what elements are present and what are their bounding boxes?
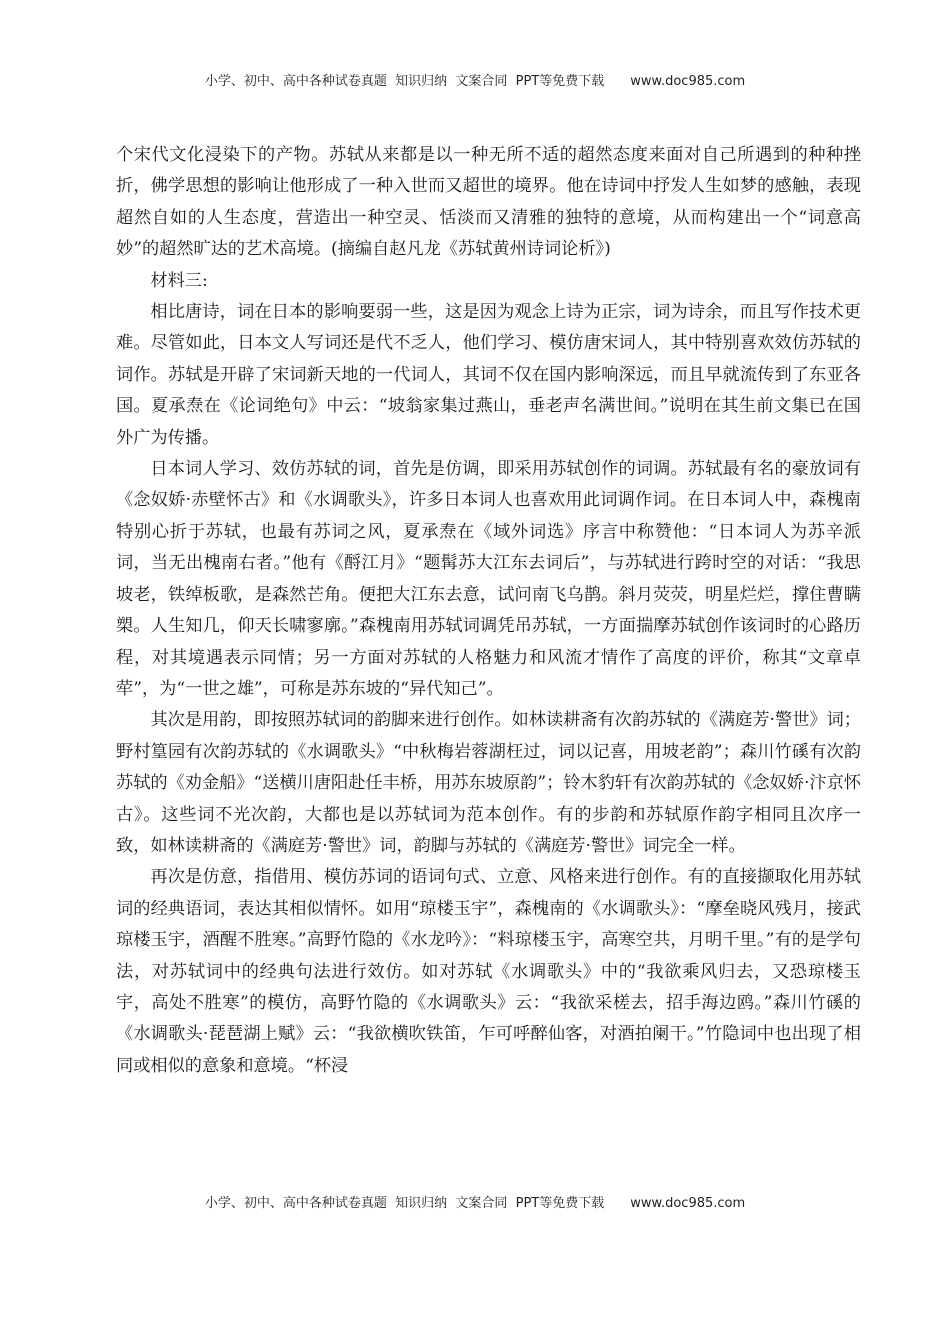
footer-url[interactable]: www.doc985.com — [630, 1196, 746, 1211]
section-heading: 材料三: — [150, 270, 208, 291]
paragraph-continuation: 个宋代文化浸染下的产物。苏轼从来都是以一种无所不适的超然态度来面对自己所遇到的种种挫折，佛学思想的影响让他形成了一种入世而又超世的境界。他在诗词中抒发人生如梦的感触，表现超然自如的人生态度，营造出一种空灵、恬淡而又清雅的独特的意境，从而构建出一个“词意高妙”的超然旷达的艺术高境。(摘编自赵凡龙《苏轼黄州诗词论析》) — [116, 145, 861, 260]
paragraph: 其次是用韵，即按照苏轼词的韵脚来进行创作。如林读耕斋有次韵苏轼的《满庭芳·警世》词；野村篁园有次韵苏轼的《水调歌头》“中秋梅岩蓉湖枉过，词以记喜，用坡老韵”；森川竹磎有次韵苏轼的《劝金船》“送横川唐阳赴任丰桥，用苏东坡原韵”；铃木豹轩有次韵苏轼的《念奴娇·汴京怀古》。这些词不光次韵，大都也是以苏轼词为范本创作。有的步韵和苏轼原作韵字相同且次序一致，如林读耕斋的《满庭芳·警世》词，韵脚与苏轼的《满庭芳·警世》词完全一样。 — [116, 710, 861, 856]
header-text: 小学、初中、高中各种试卷真题 知识归纳 文案合同 PPT等免费下载 — [204, 74, 605, 89]
article-body — [116, 140, 861, 1082]
header-url[interactable]: www.doc985.com — [630, 74, 746, 89]
paragraph: 再次是仿意，指借用、模仿苏词的语词句式、立意、风格来进行创作。有的直接撷取化用苏轼词的经典语词，表达其相似情怀。如用“琼楼玉宇”，森槐南的《水调歌头》：“摩垒晓风残月，接武琼楼玉宇，酒醒不胜寒。”高野竹隐的《水龙吟》：“料琼楼玉宇，高寒空共，月明千里。”有的是学句法，对苏轼词中的经典句法进行效仿。如对苏轼《水调歌头》中的“我欲乘风归去，又恐琼楼玉宇，高处不胜寒”的模仿，高野竹隐的《水调歌头》云：“我欲采槎去，招手海边鸥。”森川竹磎的《水调歌头·琵琶湖上赋》云：“我欲横吹铁笛，乍可呼醉仙客，对酒拍阑干。”竹隐词中也出现了相同或相似的意象和意境。“杯浸 — [116, 867, 861, 1076]
paragraph: 相比唐诗，词在日本的影响要弱一些，这是因为观念上诗为正宗，词为诗余，而且写作技术更难。尽管如此，日本文人写词还是代不乏人，他们学习、模仿唐宋词人，其中特别喜欢效仿苏轼的词作。苏轼是开辟了宋词新天地的一代词人，其词不仅在国内影响深远，而且早就流传到了东亚各国。夏承焘在《论词绝句》中云：“坡翁家集过燕山，垂老声名满世间。”说明在其生前文集已在国外广为传播。 — [116, 302, 861, 448]
page-header — [0, 70, 950, 89]
footer-text: 小学、初中、高中各种试卷真题 知识归纳 文案合同 PPT等免费下载 — [204, 1196, 605, 1211]
page-footer — [0, 1192, 950, 1211]
paragraph: 日本词人学习、效仿苏轼的词，首先是仿调，即采用苏轼创作的词调。苏轼最有名的豪放词有《念奴娇·赤壁怀古》和《水调歌头》，许多日本词人也喜欢用此词调作词。在日本词人中，森槐南特别心折于苏轼，也最有苏词之风，夏承焘在《域外词选》序言中称赞他：“日本词人为苏辛派词，当无出槐南右者。”他有《酹江月》“题髯苏大江东去词后”，与苏轼进行跨时空的对话：“我思坡老，铁绰板歌，是森然芒角。便把大江东去意，试问南飞乌鹊。斜月荧荧，明星烂烂，撑住曹瞒槊。人生知几，仰天长啸寥廓。”森槐南用苏轼词调凭吊苏轼，一方面揣摩苏轼创作该词时的心路历程，对其境遇表示同情；另一方面对苏轼的人格魅力和风流才情作了高度的评价，称其“文章卓荦”，为“一世之雄”，可称是苏东坡的“异代知己”。 — [116, 459, 861, 699]
